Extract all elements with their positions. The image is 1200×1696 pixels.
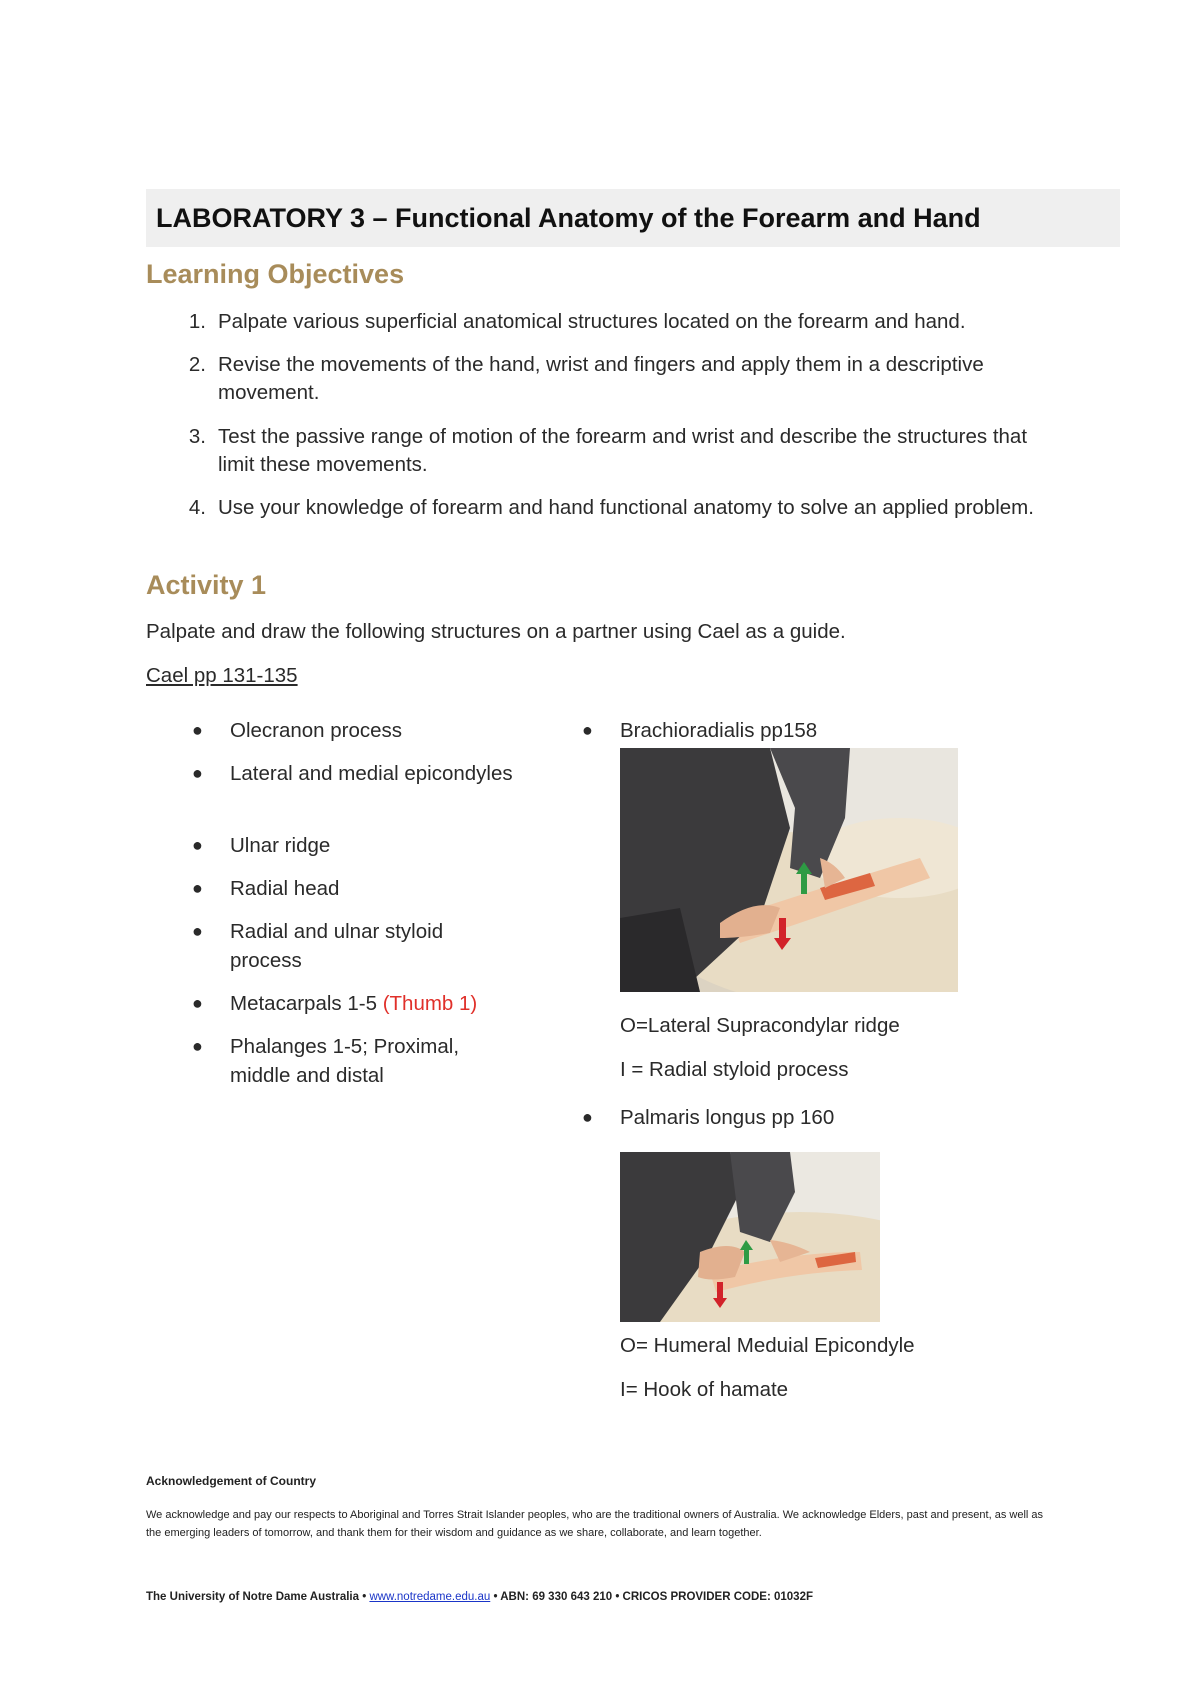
objective-text: Use your knowledge of forearm and hand functional anatomy to solve an applied problem. bbox=[218, 496, 1034, 519]
page-footer bbox=[146, 1591, 813, 1603]
page-title: LABORATORY 3 – Functional Anatomy of the Forearm and Hand bbox=[156, 203, 981, 233]
bullet-dot-icon: ● bbox=[192, 878, 203, 898]
list-item-text: Palmaris longus pp 160 bbox=[620, 1106, 835, 1129]
list-item-text: Ulnar ridge bbox=[230, 834, 331, 857]
list-item-text: Brachioradialis pp158 bbox=[620, 719, 818, 742]
brachio-origin: O=Lateral Supracondylar ridge bbox=[620, 1014, 900, 1037]
footer-details: • ABN: 69 330 643 210 • CRICOS PROVIDER CODE: 01032F bbox=[490, 1591, 813, 1603]
list-item-text: Radial head bbox=[230, 877, 340, 900]
objective-number: 1. bbox=[188, 310, 206, 333]
arrow-up-icon bbox=[744, 1248, 749, 1264]
palmaris-photo bbox=[620, 1152, 880, 1322]
list-item-text: Olecranon process bbox=[230, 719, 403, 742]
arrow-down-icon bbox=[779, 918, 786, 940]
objective-text: Test the passive range of motion of the forearm and wrist and describe the structures that limit these movements. bbox=[218, 425, 1028, 476]
acknowledgement-body: We acknowledge and pay our respects to Aboriginal and Torres Strait Islander peoples, who are the traditional owners of Australia. We acknowledge Elders, past and present, as well as the emerging leaders of tomorrow, and thank them for their wisdom and guidance as we share, collaborate, and learn together. bbox=[146, 1509, 1044, 1539]
activity-heading: Activity 1 bbox=[146, 570, 267, 600]
list-item-text: Lateral and medial epicondyles bbox=[230, 762, 513, 785]
palmaris-insertion: I= Hook of hamate bbox=[620, 1378, 789, 1401]
thumb-note: (Thumb 1) bbox=[382, 992, 478, 1015]
bullet-dot-icon: ● bbox=[192, 763, 203, 783]
brachioradialis-photo bbox=[620, 748, 958, 992]
palmaris-origin: O= Humeral Meduial Epicondyle bbox=[620, 1334, 915, 1357]
arrow-down-icon bbox=[717, 1282, 723, 1300]
objective-number: 2. bbox=[188, 353, 206, 376]
list-item-text: Radial and ulnar styloid process bbox=[230, 920, 444, 972]
footer-link[interactable]: www.notredame.edu.au bbox=[369, 1591, 491, 1603]
list-item-text: Metacarpals 1-5 (Thumb 1) bbox=[230, 992, 478, 1015]
footer-university: The University of Notre Dame Australia • bbox=[146, 1591, 370, 1603]
acknowledgement-title: Acknowledgement of Country bbox=[146, 1474, 317, 1488]
objective-text: Revise the movements of the hand, wrist and fingers and apply them in a descriptive movement. bbox=[218, 353, 984, 404]
reference-link: Cael pp 131-135 bbox=[146, 664, 298, 687]
bullet-dot-icon: ● bbox=[192, 835, 203, 855]
objective-number: 4. bbox=[188, 496, 206, 519]
bullet-dot-icon: ● bbox=[582, 720, 593, 740]
list-item-text: Phalanges 1-5; Proximal, middle and distal bbox=[230, 1035, 460, 1087]
objective-number: 3. bbox=[188, 425, 206, 448]
objectives-heading: Learning Objectives bbox=[146, 259, 405, 289]
bullet-dot-icon: ● bbox=[192, 1036, 203, 1056]
arrow-up-icon bbox=[801, 872, 807, 894]
activity-intro: Palpate and draw the following structures on a partner using Cael as a guide. bbox=[146, 620, 846, 643]
bullet-dot-icon: ● bbox=[192, 921, 203, 941]
bullet-dot-icon: ● bbox=[582, 1107, 593, 1127]
brachio-insertion: I = Radial styloid process bbox=[620, 1058, 849, 1081]
bullet-dot-icon: ● bbox=[192, 720, 203, 740]
bullet-dot-icon: ● bbox=[192, 993, 203, 1013]
objective-text: Palpate various superficial anatomical structures located on the forearm and hand. bbox=[218, 310, 966, 333]
title-bar bbox=[146, 189, 1120, 247]
